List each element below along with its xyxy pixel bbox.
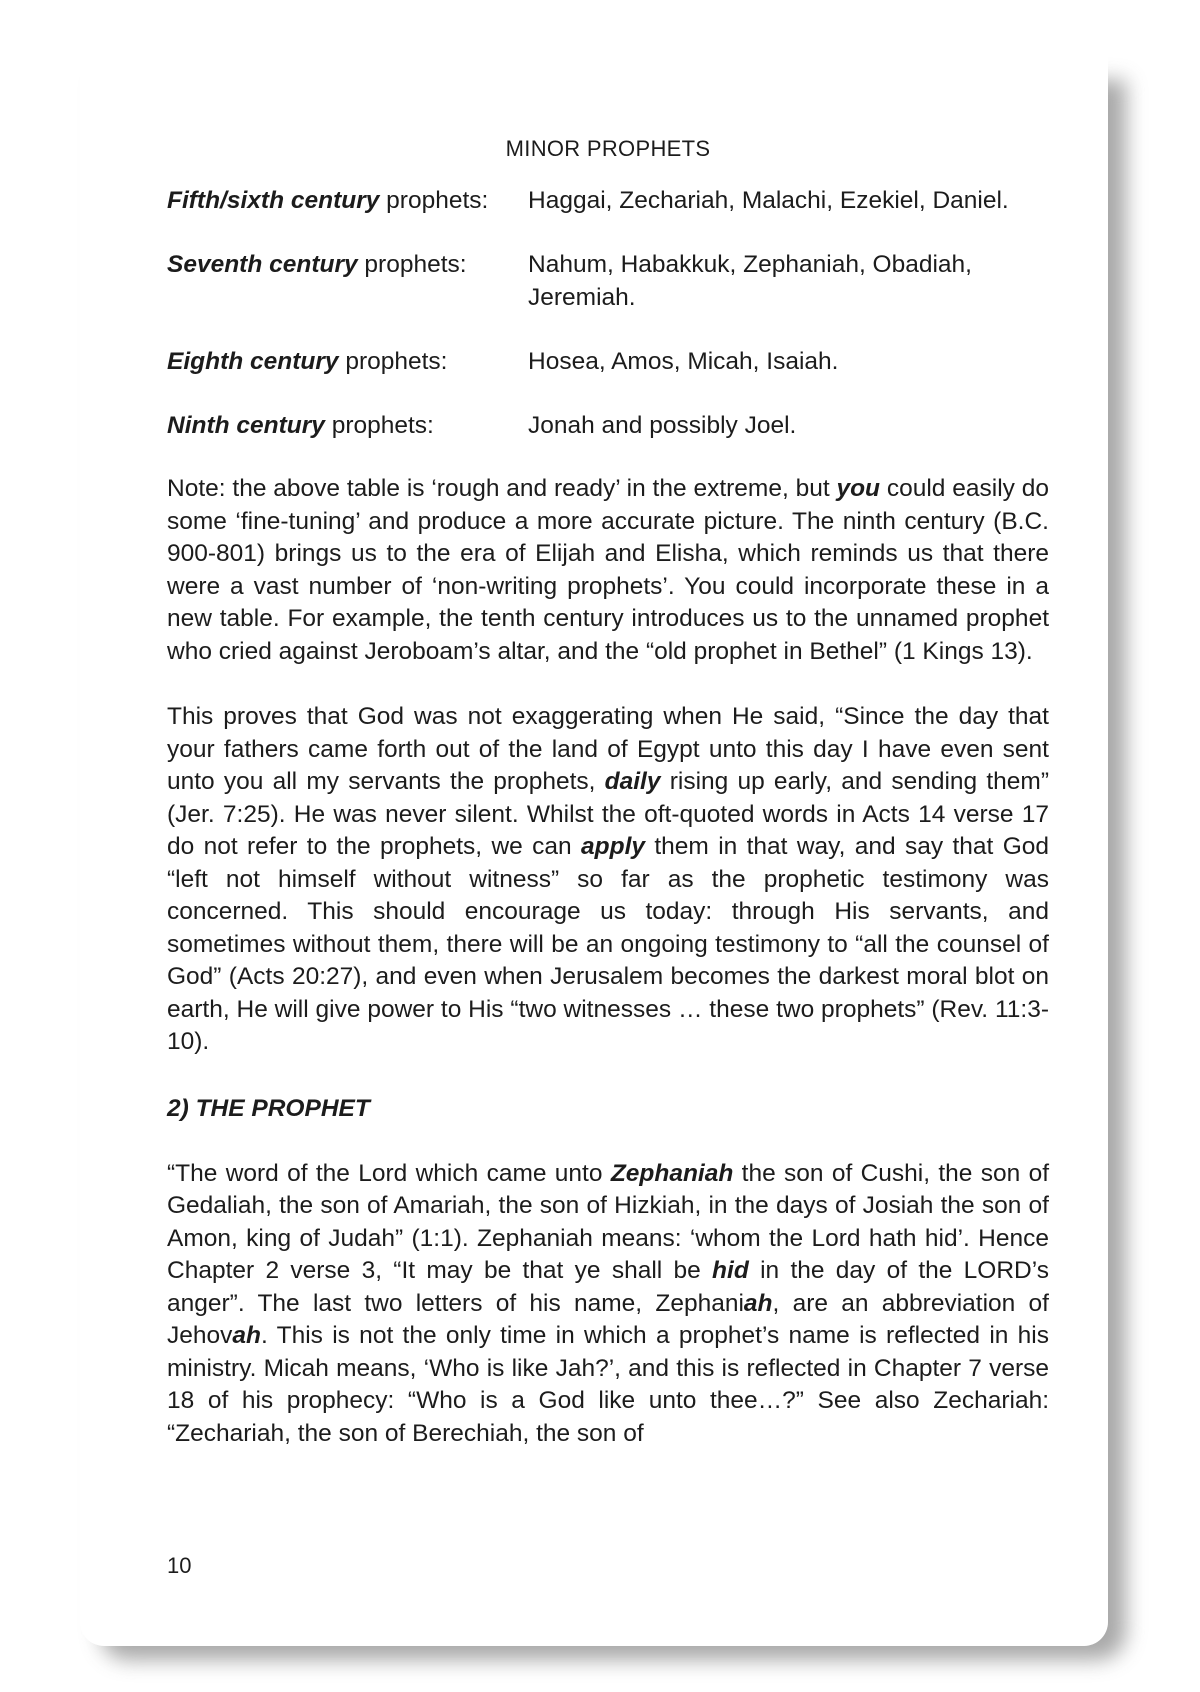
proves-paragraph (167, 701, 1049, 1059)
text-run: , are an abbreviation of Jehov (167, 1289, 1049, 1349)
text-run: . This is not the only time in which a prophet’s name is reflected in his ministry. Micah means, ‘Who is like Jah?’, and this is reflected in Chapter 7 verse 18 of his prophecy: “Who is a God like unto thee…?” See also Zechariah: “Zechariah, the son of Berechiah, the son of (167, 1322, 1049, 1447)
row-value: Hosea, Amos, Micah, Isaiah. (528, 348, 839, 375)
row-label (167, 248, 528, 314)
emphasis: daily (604, 768, 661, 795)
page-number: 10 (167, 1553, 192, 1578)
row-label-emphasis: Fifth/sixth century (167, 187, 380, 214)
row-label-suffix: prophets: (379, 187, 489, 214)
row-label (167, 345, 528, 378)
row-label-emphasis: Seventh century (167, 251, 358, 278)
row-label-suffix: prophets: (338, 348, 448, 375)
text-run: the son of Cushi, the son of Gedaliah, the son of Amariah, the son of Hizkiah, in the days of Josiah the son of Amon, king of Judah” (1:1). Zephaniah means: ‘whom the Lord hath hid’. Hence Chapter 2 verse 3, “It may be that ye shall be (167, 1159, 1050, 1284)
row-label-suffix: prophets: (324, 412, 434, 439)
row-label-suffix: prophets: (357, 251, 467, 278)
emphasis: you (836, 475, 881, 502)
emphasis: ah (232, 1322, 261, 1349)
text-run: This proves that God was not exaggerating when He said, “Since the day that your fathers came forth out of the land of Egypt unto this day I have even sent unto you all my servants the prophets, (167, 703, 1049, 795)
section-heading: 2) THE PROPHET (167, 1094, 370, 1122)
table-row-fifth-sixth (167, 184, 1049, 217)
text-run: rising up early, and sending them” (Jer. 7:25). He was never silent. Whilst the oft-quoted words in Acts 14 verse 17 do not refer to the prophets, we can (167, 768, 1049, 860)
emphasis: apply (581, 833, 646, 860)
row-value: Jonah and possibly Joel. (528, 412, 797, 439)
running-head: MINOR PROPHETS (505, 136, 711, 161)
row-label-emphasis: Ninth century (167, 412, 325, 439)
book-page (80, 56, 1108, 1646)
emphasis: Zephaniah (610, 1159, 734, 1187)
row-value: Nahum, Habakkuk, Zephaniah, Obadiah, Jeremiah. (528, 251, 972, 311)
zephaniah-paragraph (167, 1158, 1049, 1451)
table-row-ninth (167, 409, 1049, 442)
table-row-eighth (167, 345, 1049, 378)
text-run: Note: the above table is ‘rough and ready’ in the extreme, but (167, 475, 837, 502)
note-paragraph (167, 473, 1049, 668)
row-label (167, 409, 528, 442)
page-content (167, 136, 1049, 1483)
text-run: “The word of the Lord which came unto (167, 1159, 611, 1187)
emphasis: ah (743, 1289, 773, 1317)
row-label-emphasis: Eighth century (167, 348, 339, 375)
row-value: Haggai, Zechariah, Malachi, Ezekiel, Daniel. (528, 187, 1009, 214)
table-row-seventh (167, 248, 1049, 314)
row-label (167, 184, 528, 217)
text-run: them in that way, and say that God “left not himself without witness” so far as the prophetic testimony was concerned. This should encourage us today: through His servants, and sometimes without them, there will be an ongoing testimony to “all the counsel of God” (Acts 20:27), and even when Jerusalem becomes the darkest moral blot on earth, He will give power to His “two witnesses … these two prophets” (Rev. 11:3-10). (167, 833, 1050, 1055)
emphasis: hid (712, 1257, 749, 1284)
text-run: could easily do some ‘fine-tuning’ and produce a more accurate picture. The ninth century (B.C. 900-801) brings us to the era of Elijah and Elisha, which reminds us that there were a vast number of ‘non-writing prophets’. You could incorporate these in a new table. For example, the tenth century introduces us to the unnamed prophet who cried against Jeroboam’s altar, and the “old prophet in Bethel” (1 Kings 13). (167, 475, 1049, 665)
text-run: in the day of the LORD’s anger”. The last two letters of his name, Zephani (167, 1257, 1049, 1317)
